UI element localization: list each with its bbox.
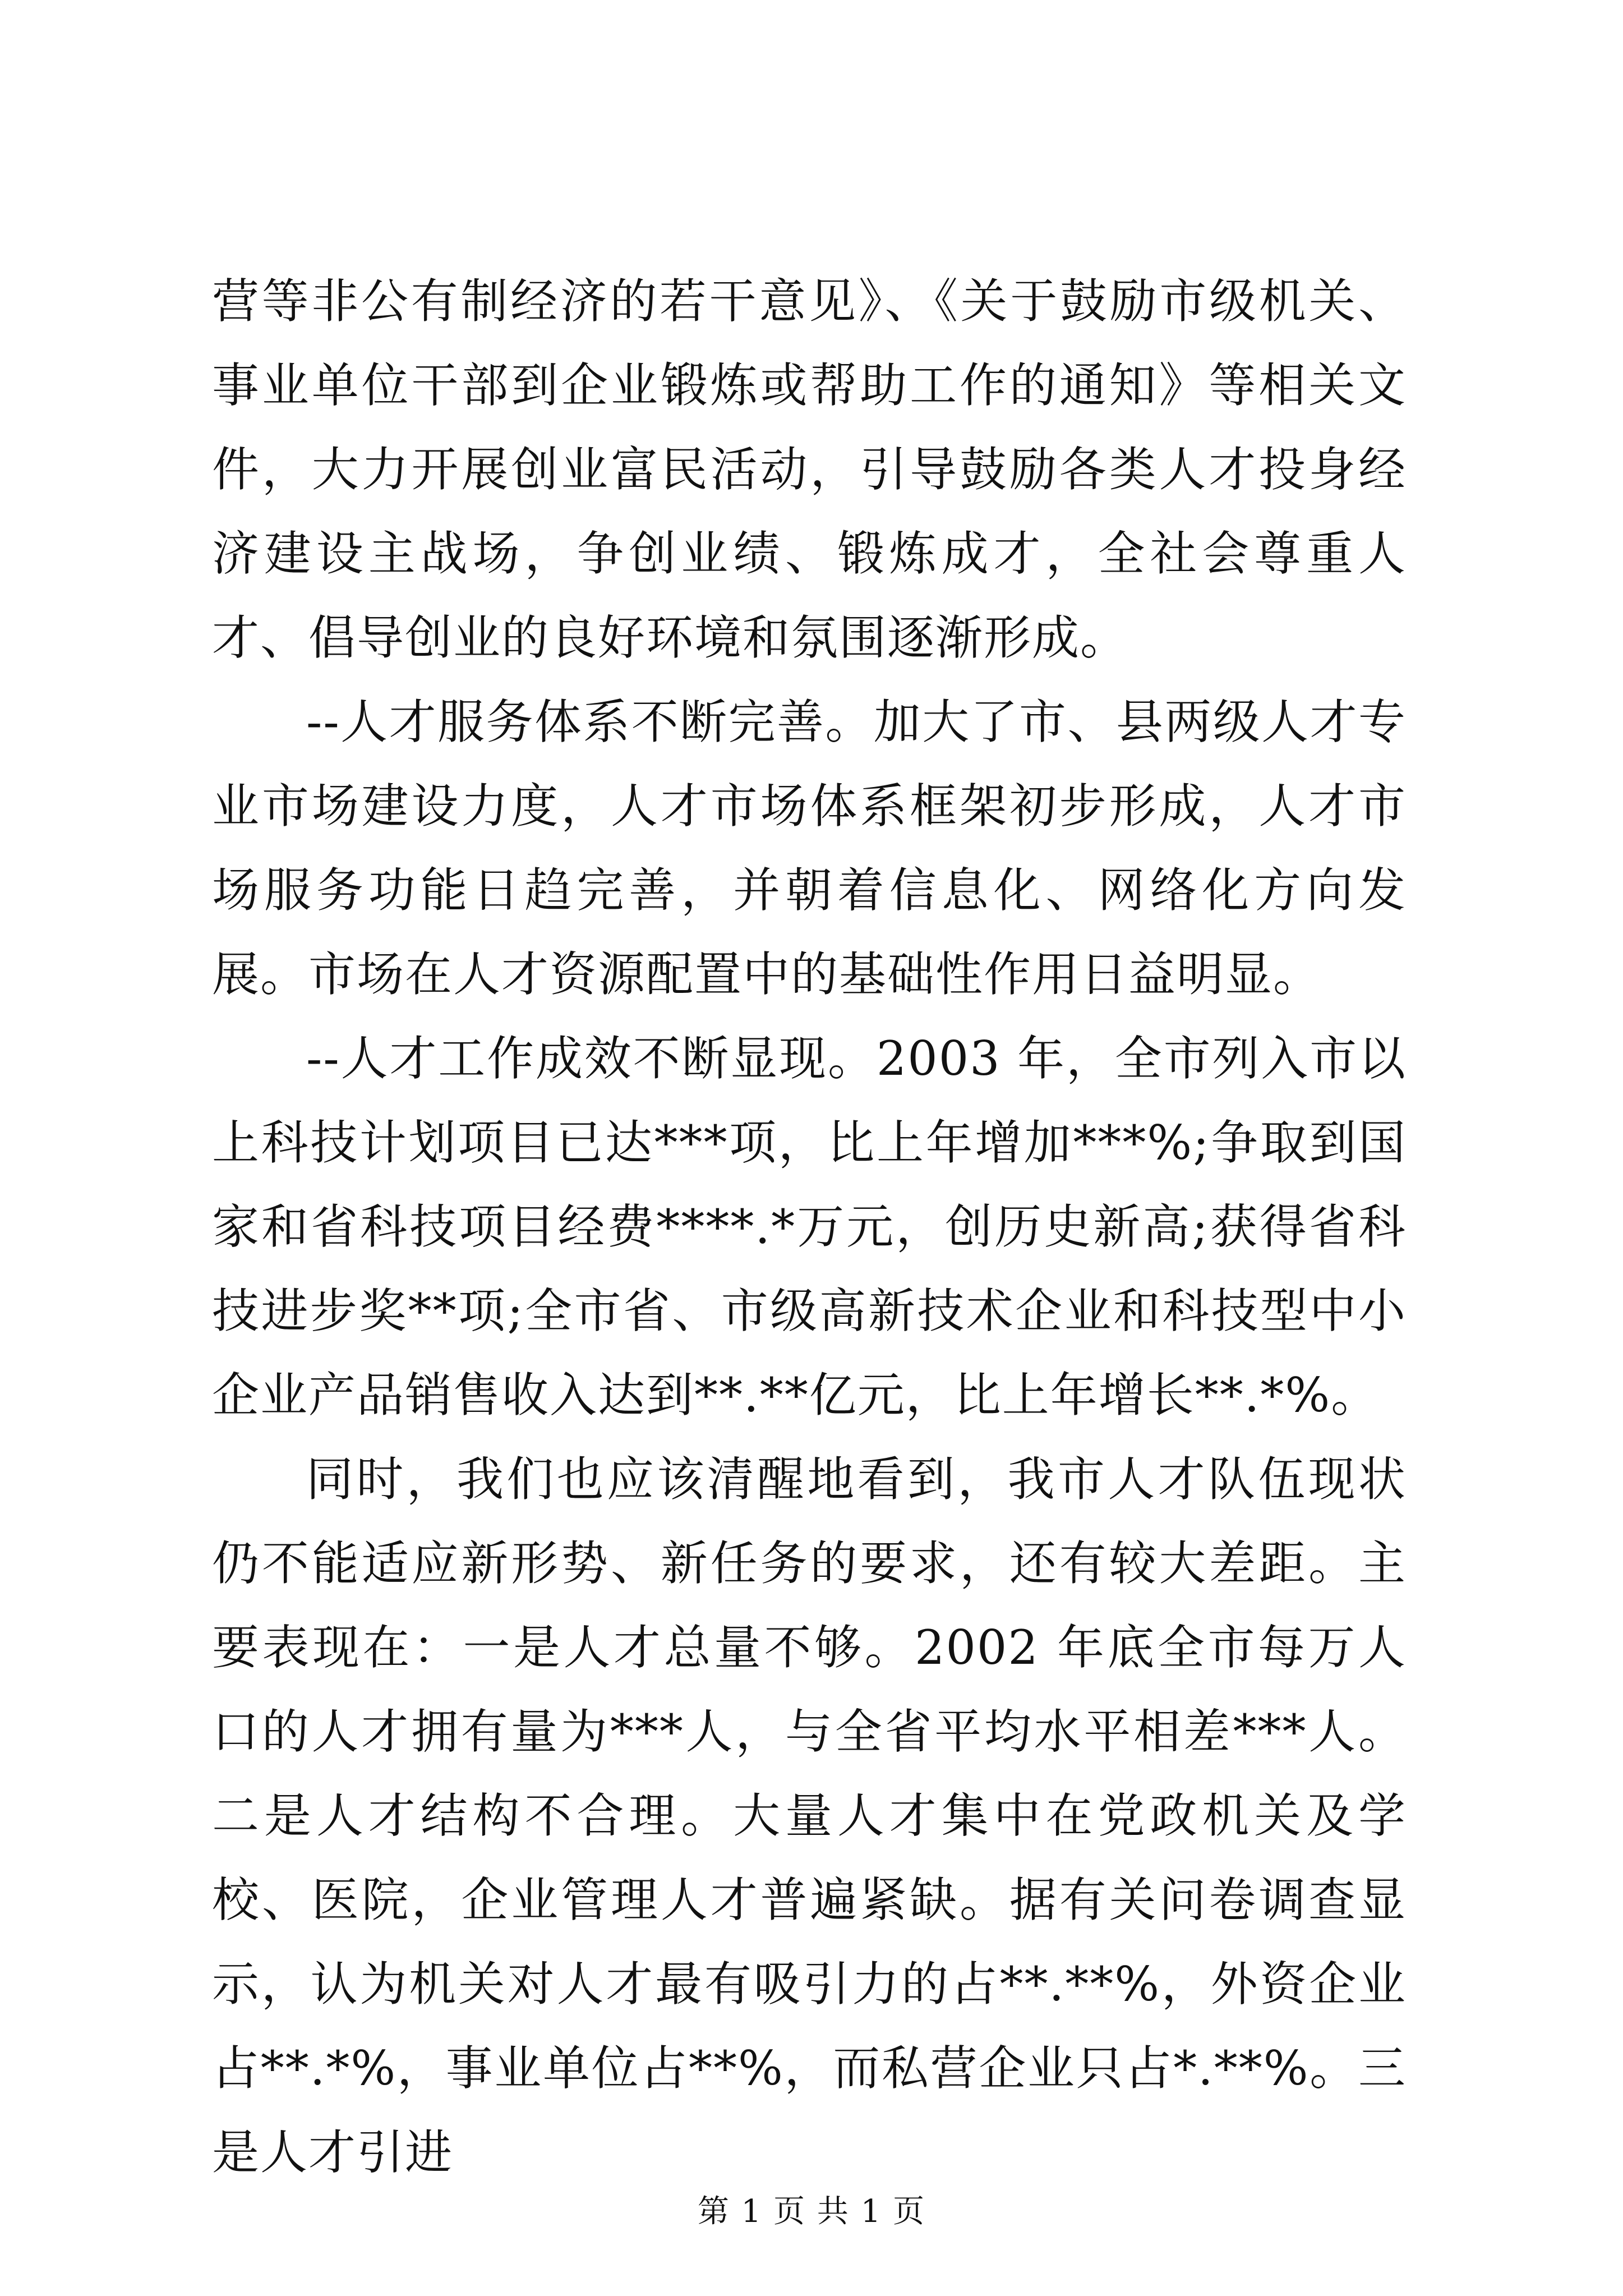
page-footer: 第 1 页 共 1 页 [697, 2193, 926, 2230]
paragraph-talent-service-system: --人才服务体系不断完善。加大了市、县两级人才专业市场建设力度，人才市场体系框架初步形成，人才市场服务功能日趋完善，并朝着信息化、网络化方向发展。市场在人才资源配置中的基础性作用日益明显。 [212, 694, 1407, 1002]
paragraph-existing-gaps: 同时，我们也应该清醒地看到，我市人才队伍现状仍不能适应新形势、新任务的要求，还有较大差距。主要表现在：一是人才总量不够。2002 年底全市每万人口的人才拥有量为***人，与全省平均水平相差***人。二是人才结构不合理。大量人才集中在党政机关及学校、医院，企业管理人才普遍紧缺。据有关问卷调查显示，认为机关对人才最有吸引力的占**.**%，外资企业占**.*%，事业单位占**%，而私营企业只占*.**%。三是人才引进 [212, 1452, 1407, 2180]
paragraph-talent-work-results: --人才工作成效不断显现。2003 年，全市列入市以上科技计划项目已达***项，比上年增加***%;争取到国家和省科技项目经费****.*万元，创历史新高;获得省科技进步奖**项;全市省、市级高新技术企业和科技型中小企业产品销售收入达到**.**亿元，比上年增长**.*%。 [212, 1031, 1407, 1423]
document-body [212, 259, 1407, 2194]
paragraph-continuation: 营等非公有制经济的若干意见》、《关于鼓励市级机关、事业单位干部到企业锻炼或帮助工作的通知》等相关文件，大力开展创业富民活动，引导鼓励各类人才投身经济建设主战场，争创业绩、锻炼成才，全社会尊重人才、倡导创业的良好环境和氛围逐渐形成。 [212, 274, 1407, 665]
